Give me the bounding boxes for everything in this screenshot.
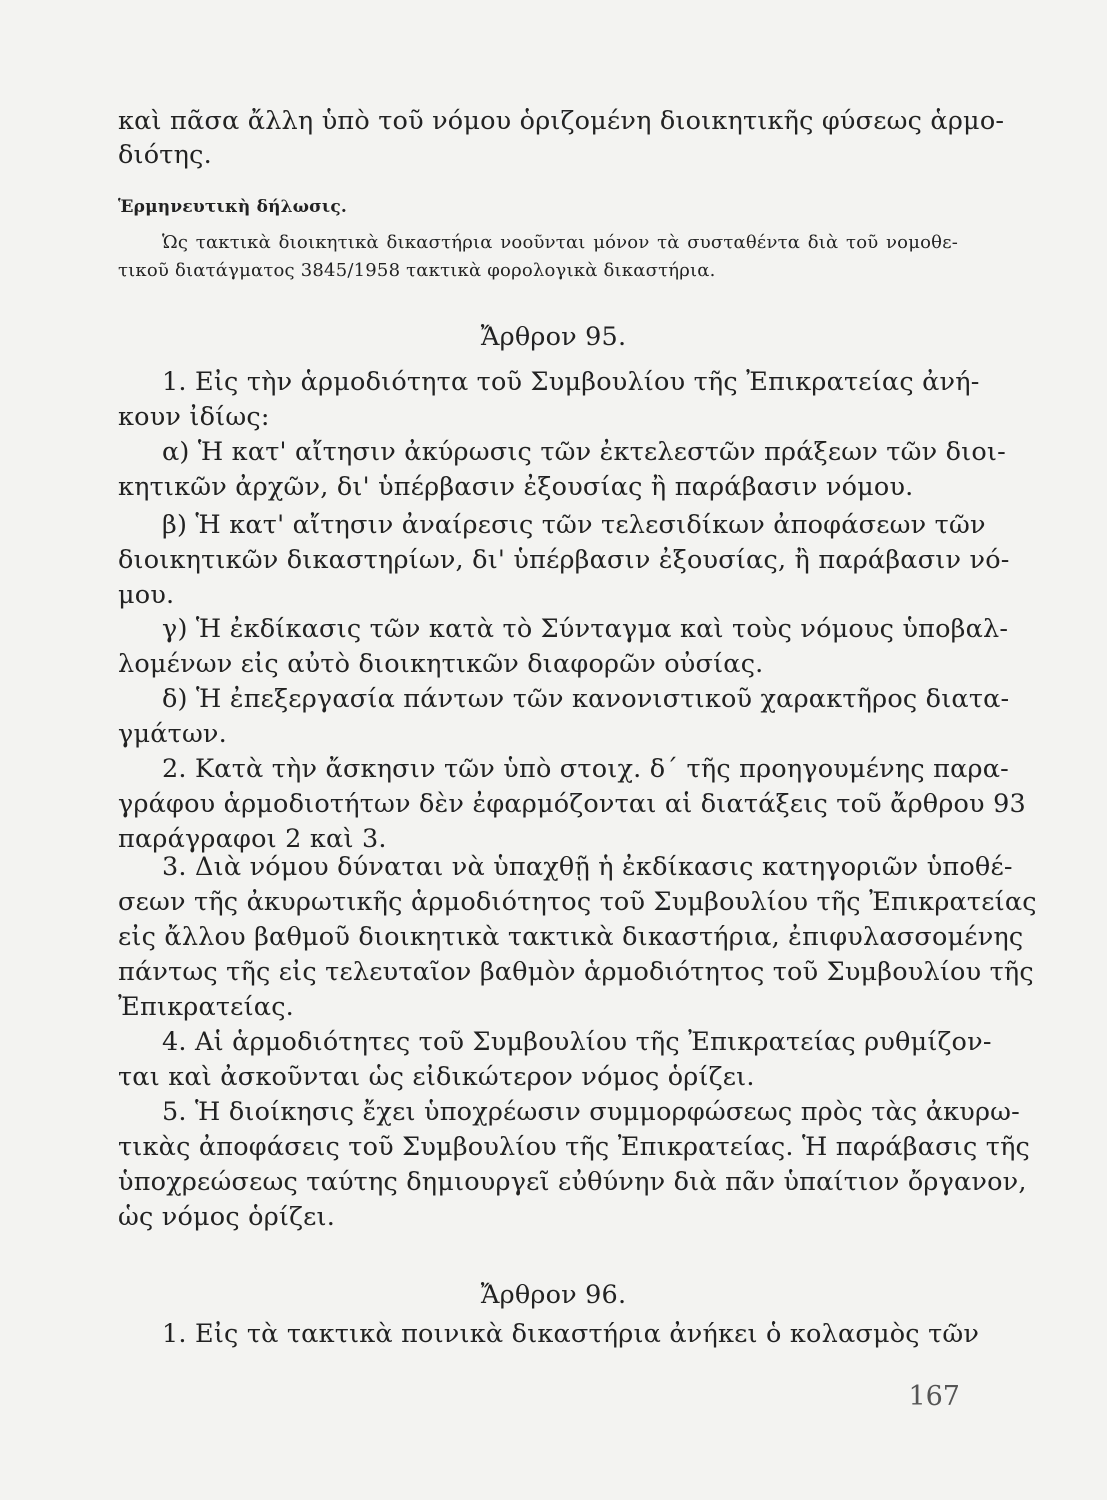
article-96-title: Ἄρθρον 96.	[480, 1280, 627, 1310]
text-line: γ) Ἡ ἐκδίκασις τῶν κατὰ τὸ Σύνταγμα καὶ τοὺς νόμους ὑποβαλ-	[162, 614, 1009, 644]
text-line: 1. Εἰς τὰ τακτικὰ ποινικὰ δικαστήρια ἀνήκει ὁ κολασμὸς τῶν	[162, 1319, 980, 1349]
text-line: καὶ πᾶσα ἄλλη ὑπὸ τοῦ νόμου ὁριζομένη διοικητικῆς φύσεως ἁρμο-	[118, 106, 1005, 136]
text-line: Ἐπικρατείας.	[118, 992, 294, 1022]
note-line: τικοῦ διατάγματος 3845/1958 τακτικὰ φορολογικὰ δικαστήρια.	[118, 260, 716, 281]
text-line: κουν ἰδίως:	[118, 402, 270, 432]
text-line: 4. Αἱ ἁρμοδιότητες τοῦ Συμβουλίου τῆς Ἐπικρατείας ρυθμίζον-	[162, 1027, 992, 1057]
page-number: 167	[908, 1381, 960, 1412]
text-line: μου.	[118, 580, 175, 610]
text-line: παράγραφοι 2 καὶ 3.	[118, 824, 387, 854]
note-heading: Ἑρμηνευτικὴ δήλωσις.	[118, 197, 348, 217]
text-line: 1. Εἰς τὴν ἁρμοδιότητα τοῦ Συμβουλίου τῆς Ἐπικρατείας ἀνή-	[162, 367, 980, 397]
text-line: διότης.	[118, 140, 212, 170]
text-line: 2. Κατὰ τὴν ἄσκησιν τῶν ὑπὸ στοιχ. δ΄ τῆς προηγουμένης παρα-	[162, 754, 1009, 784]
note-line: Ὡς τακτικὰ διοικητικὰ δικαστήρια νοοῦνται μόνον τὰ συσταθέντα διὰ τοῦ νομοθε-	[162, 232, 958, 253]
text-line: κητικῶν ἀρχῶν, δι' ὑπέρβασιν ἐξουσίας ἢ παράβασιν νόμου.	[118, 472, 914, 502]
text-line: γμάτων.	[118, 719, 227, 749]
text-line: β) Ἡ κατ' αἴτησιν ἀναίρεσις τῶν τελεσιδίκων ἀποφάσεων τῶν	[162, 510, 986, 540]
text-line: σεων τῆς ἀκυρωτικῆς ἁρμοδιότητος τοῦ Συμβουλίου τῆς Ἐπικρατείας	[118, 887, 1037, 917]
text-line: τικὰς ἀποφάσεις τοῦ Συμβουλίου τῆς Ἐπικρατείας. Ἡ παράβασις τῆς	[118, 1132, 1031, 1162]
text-line: γράφου ἁρμοδιοτήτων δὲν ἐφαρμόζονται αἱ διατάξεις τοῦ ἄρθρου 93	[118, 789, 1026, 819]
text-line: λομένων εἰς αὐτὸ διοικητικῶν διαφορῶν οὐσίας.	[118, 649, 764, 679]
text-line: ὡς νόμος ὁρίζει.	[118, 1202, 336, 1232]
text-line: 3. Διὰ νόμου δύναται νὰ ὑπαχθῇ ἡ ἐκδίκασις κατηγοριῶν ὑποθέ-	[162, 852, 1013, 882]
article-95-title: Ἄρθρον 95.	[480, 322, 627, 352]
text-line: δ) Ἡ ἐπεξεργασία πάντων τῶν κανονιστικοῦ χαρακτῆρος διατα-	[162, 684, 1010, 714]
text-line: α) Ἡ κατ' αἴτησιν ἀκύρωσις τῶν ἐκτελεστῶν πράξεων τῶν διοι-	[162, 437, 1006, 467]
text-line: 5. Ἡ διοίκησις ἔχει ὑποχρέωσιν συμμορφώσεως πρὸς τὰς ἀκυρω-	[162, 1097, 1020, 1127]
text-line: ται καὶ ἀσκοῦνται ὡς εἰδικώτερον νόμος ὁρίζει.	[118, 1062, 755, 1092]
text-line: ὑποχρεώσεως ταύτης δημιουργεῖ εὐθύνην διὰ πᾶν ὑπαίτιον ὄργανον,	[118, 1167, 1027, 1197]
text-line: εἰς ἄλλου βαθμοῦ διοικητικὰ τακτικὰ δικαστήρια, ἐπιφυλασσομένης	[118, 922, 1024, 952]
text-line: διοικητικῶν δικαστηρίων, δι' ὑπέρβασιν ἐξουσίας, ἢ παράβασιν νό-	[118, 545, 1010, 575]
text-line: πάντως τῆς εἰς τελευταῖον βαθμὸν ἁρμοδιότητος τοῦ Συμβουλίου τῆς	[118, 957, 1034, 987]
